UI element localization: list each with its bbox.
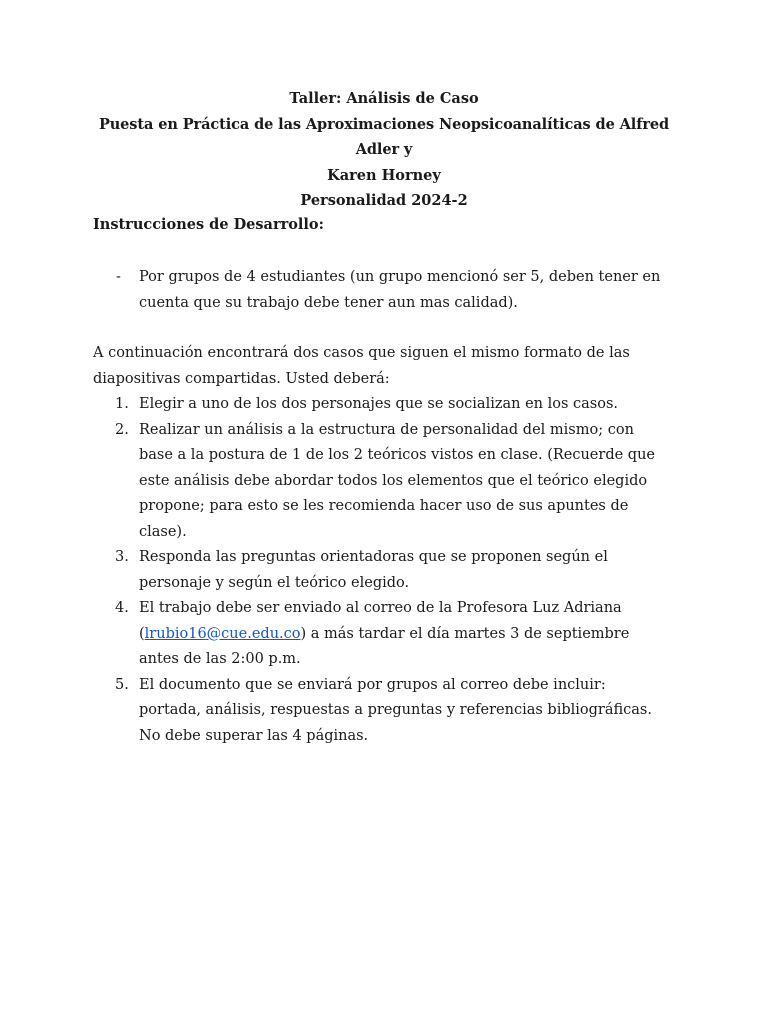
- step-text: El documento que se enviará por grupos al correo debe incluir: portada, análisis, respuestas a preguntas y referencias bibliográficas. No debe superar las 4 páginas.: [139, 676, 652, 744]
- steps-list: [93, 392, 673, 749]
- course-label: Personalidad 2024-2: [300, 192, 468, 209]
- bullet-dash: -: [116, 269, 121, 285]
- step-number: 5.: [115, 676, 129, 693]
- step-item-1: [93, 392, 669, 418]
- group-bullet-item: [93, 265, 673, 316]
- document-subtitle-line-1: Puesta en Práctica de las Aproximaciones Neopsicoanalíticas de Alfred Adler y: [98, 115, 670, 158]
- step-text-before-email: El trabajo debe ser enviado al correo de la Profesora Luz Adriana (: [139, 600, 622, 642]
- step-text: Realizar un análisis a la estructura de personalidad del mismo; con base a la postura de 1 de los 2 teóricos vistos en clase. (Recuerde que este análisis debe abordar todos los elementos que el teórico elegido propone; para esto se les recomienda hacer uso de sus apuntes de clase).: [139, 421, 655, 540]
- professor-email-link[interactable]: lrubio16@cue.edu.co: [144, 625, 301, 642]
- step-number: 3.: [115, 549, 129, 565]
- document-subtitle-line-2: Karen Horney: [327, 166, 441, 184]
- step-item-2: [93, 418, 669, 546]
- intro-paragraph: A continuación encontrará dos casos que siguen el mismo formato de las diapositivas compartidas. Usted deberá:: [93, 345, 630, 387]
- step-number: 1.: [115, 396, 129, 412]
- title-block: [90, 86, 678, 214]
- step-number: 2.: [115, 421, 129, 438]
- document-title: Taller: Análisis de Caso: [289, 90, 479, 107]
- step-item-5: [93, 673, 669, 750]
- step-item-3: [93, 545, 669, 596]
- step-text: Responda las preguntas orientadoras que se proponen según el personaje y según el teórico elegido.: [139, 549, 608, 591]
- step-text: Elegir a uno de los dos personajes que se socializan en los casos.: [139, 396, 619, 412]
- step-item-4: [93, 596, 669, 673]
- step-number: 4.: [115, 600, 129, 616]
- instructions-heading: Instrucciones de Desarrollo:: [93, 216, 324, 233]
- step-text-after-email: ) a más tardar el día martes 3 de septiembre antes de las 2:00 p.m.: [139, 625, 630, 667]
- group-bullet-text: Por grupos de 4 estudiantes (un grupo mencionó ser 5, deben tener en cuenta que su trabajo debe tener aun mas calidad).: [139, 269, 661, 311]
